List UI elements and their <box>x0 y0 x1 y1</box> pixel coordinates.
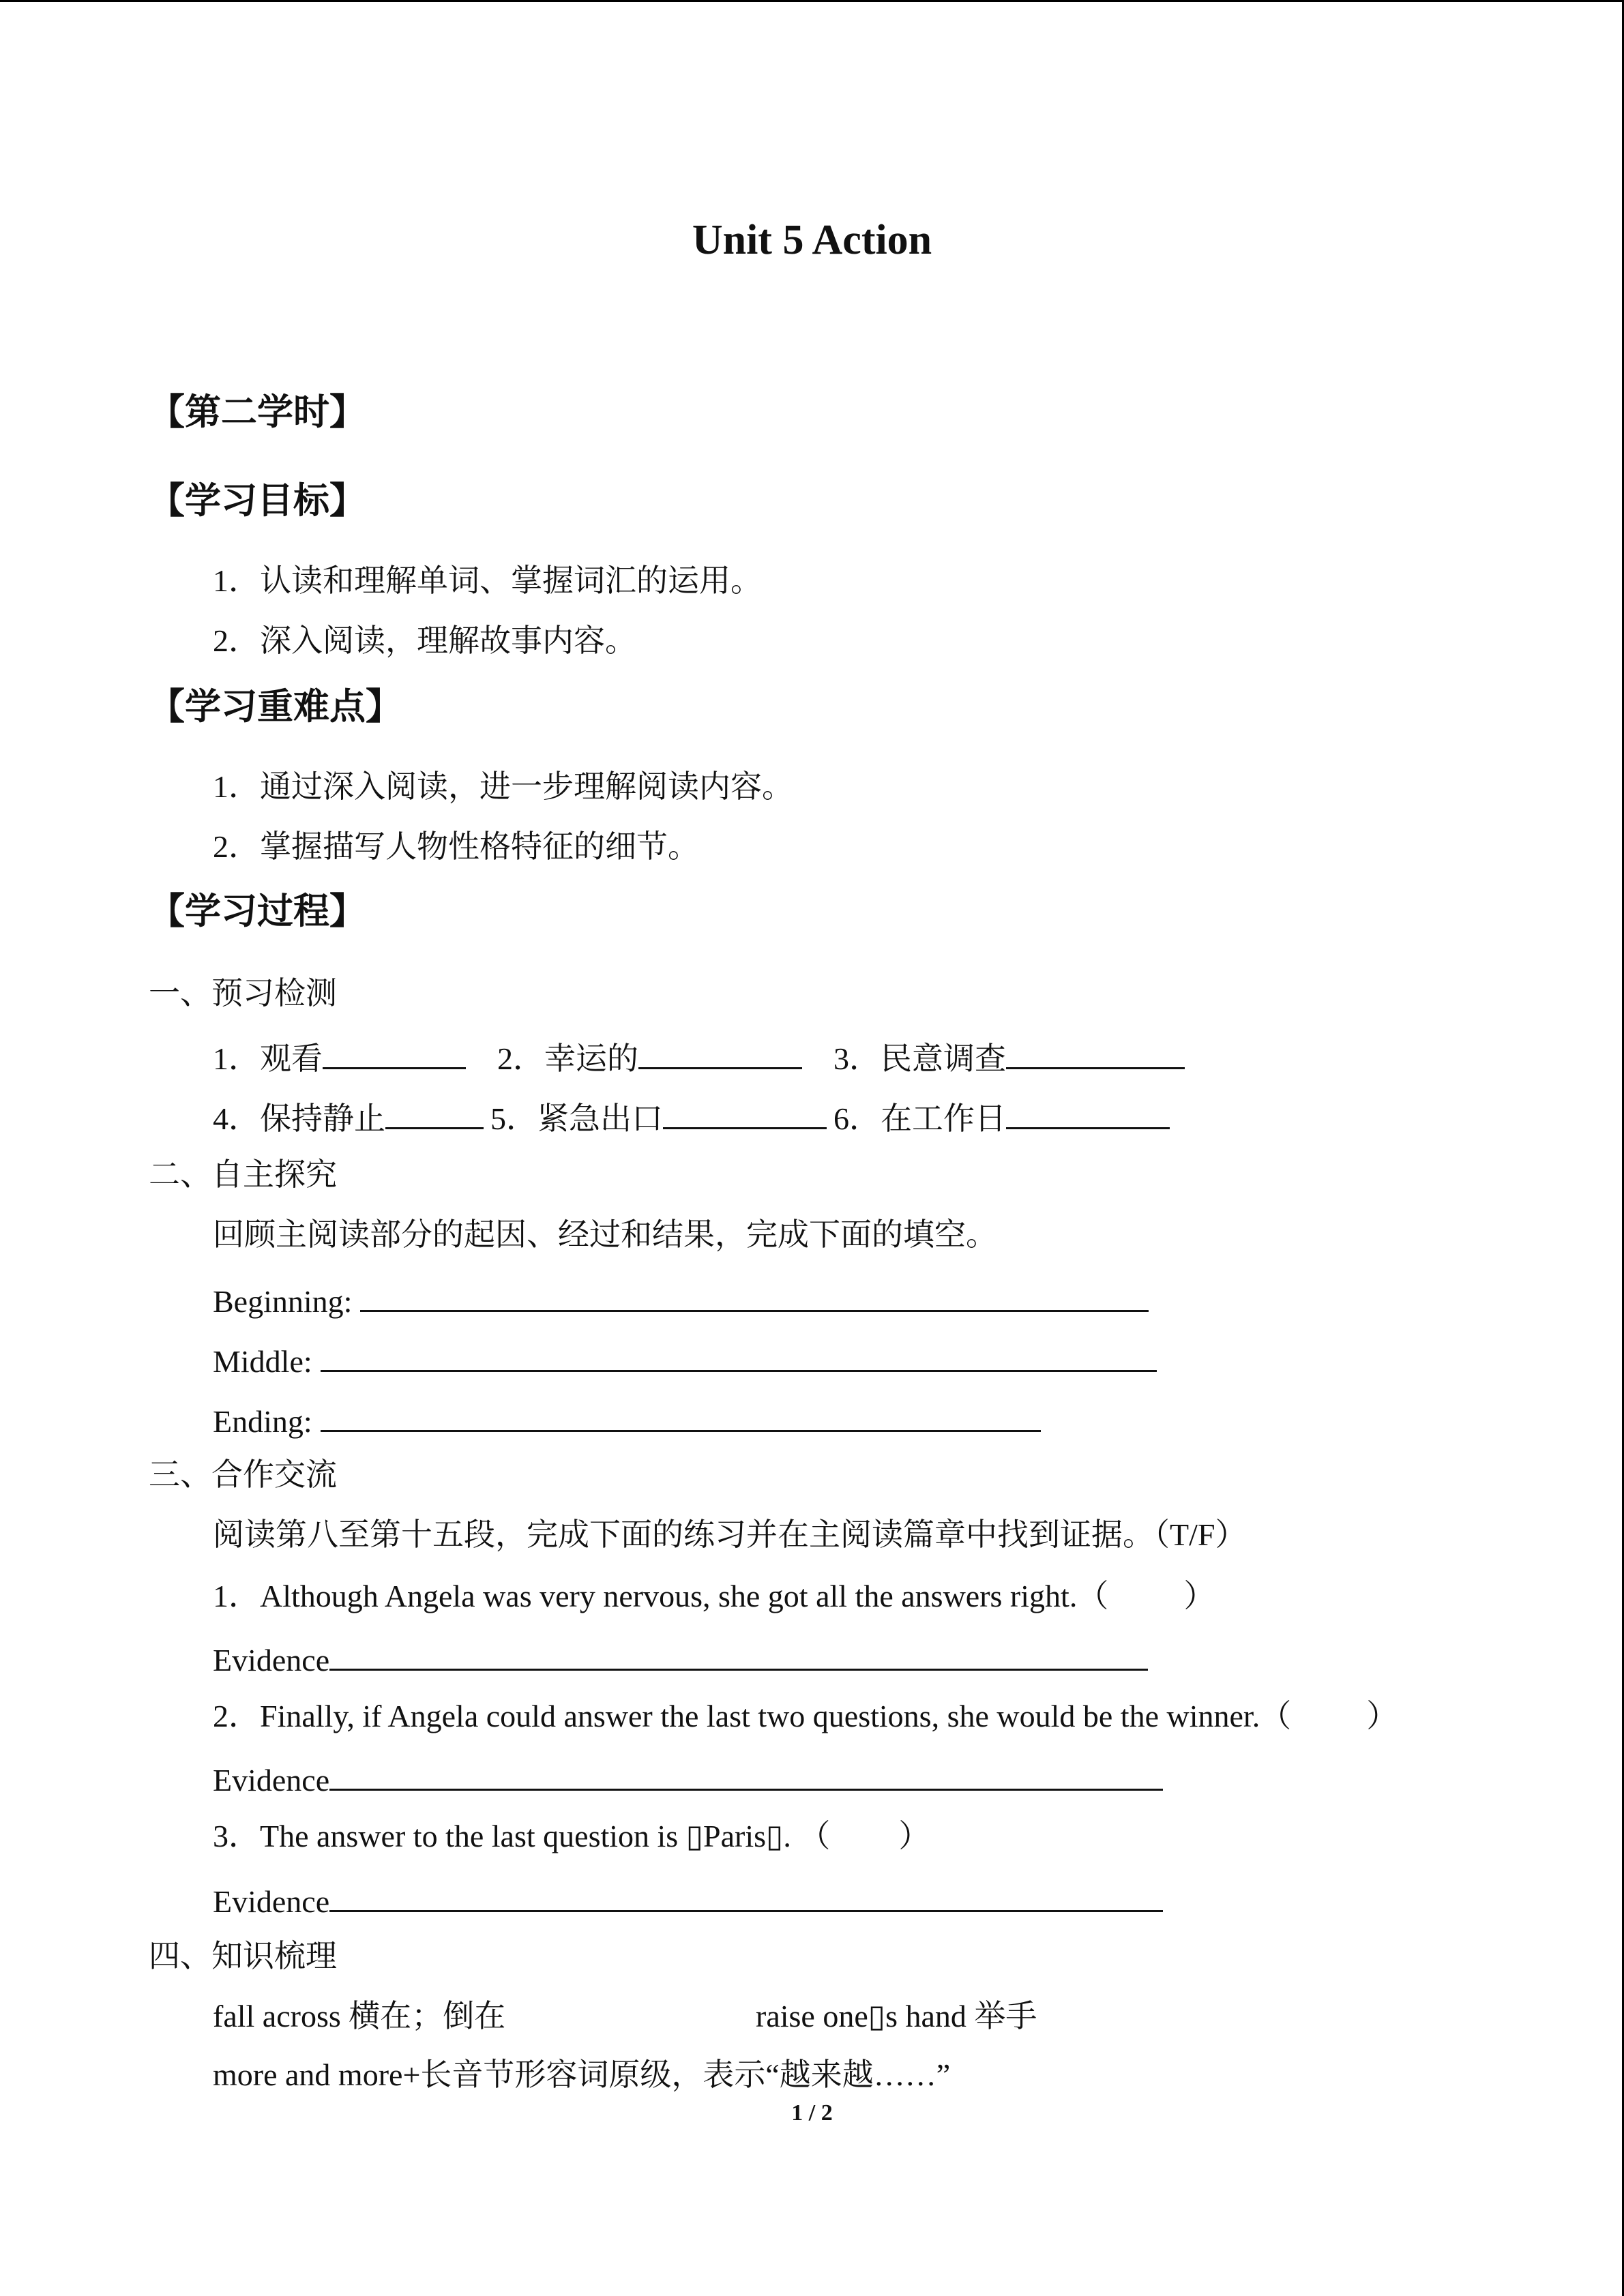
preview-item-3: 3．民意调查 <box>833 1041 1006 1076</box>
section-knowledge: 四、知识梳理 <box>149 1939 337 1973</box>
evidence-label: Evidence <box>213 1763 330 1798</box>
beginning-blank[interactable] <box>360 1277 1149 1312</box>
paren-close: ） <box>898 1819 930 1853</box>
evidence-label: Evidence <box>213 1643 330 1678</box>
preview-row-1 <box>213 1034 1185 1079</box>
knowledge-item-3: more and more+长音节形容词原级，表示“越来越……” <box>213 2057 951 2092</box>
evidence-blank[interactable] <box>329 1756 1163 1791</box>
evidence-label: Evidence <box>213 1884 330 1919</box>
ending-blank[interactable] <box>321 1397 1041 1432</box>
blank-line[interactable] <box>385 1094 484 1129</box>
key-point-2: 2．掌握描写人物性格特征的细节。 <box>213 829 699 864</box>
evidence-row-2 <box>213 1756 1163 1801</box>
evidence-row-3 <box>213 1877 1163 1922</box>
evidence-blank[interactable] <box>329 1877 1163 1912</box>
evidence-row-1 <box>213 1636 1148 1681</box>
page-border-top <box>0 0 1624 2</box>
heading-key-points: 【学习重难点】 <box>149 687 402 727</box>
key-point-1: 1．通过深入阅读，进一步理解阅读内容。 <box>213 769 793 804</box>
paren-close: ） <box>1366 1699 1398 1733</box>
question-3-text: 3．The answer to the last question is ▯Paris▯. （ <box>213 1819 831 1853</box>
blank-line[interactable] <box>323 1034 466 1069</box>
heading-objectives: 【学习目标】 <box>149 481 366 521</box>
section-cooperation: 三、合作交流 <box>149 1457 337 1492</box>
section-preview: 一、预习检测 <box>149 976 337 1011</box>
paren-close: ） <box>1183 1579 1215 1613</box>
middle-row <box>213 1337 1157 1382</box>
blank-line[interactable] <box>663 1094 827 1129</box>
preview-item-2: 2．幸运的 <box>497 1041 638 1076</box>
question-1-text: 1．Although Angela was very nervous, she got all the answers right.（ <box>213 1579 1109 1613</box>
blank-line[interactable] <box>1006 1034 1185 1069</box>
blank-line[interactable] <box>638 1034 802 1069</box>
question-2-text: 2．Finally, if Angela could answer the last two questions, she would be the winner.（ <box>213 1699 1292 1733</box>
heading-period: 【第二学时】 <box>149 393 366 432</box>
ending-row <box>213 1397 1041 1442</box>
beginning-label: Beginning: <box>213 1284 353 1319</box>
knowledge-item-2: raise one▯s hand 举手 <box>756 1999 1037 2033</box>
objective-2: 2．深入阅读，理解故事内容。 <box>213 623 636 658</box>
objective-1: 1．认读和理解单词、掌握词汇的运用。 <box>213 563 762 598</box>
middle-label: Middle: <box>213 1344 312 1379</box>
self-study-instruction: 回顾主阅读部分的起因、经过和结果，完成下面的填空。 <box>213 1217 997 1252</box>
preview-item-6: 6．在工作日 <box>833 1101 1006 1136</box>
question-3 <box>213 1816 930 1857</box>
question-1 <box>213 1576 1215 1617</box>
preview-item-4: 4．保持静止 <box>213 1101 385 1136</box>
preview-row-2 <box>213 1094 1170 1139</box>
ending-label: Ending: <box>213 1404 312 1439</box>
evidence-blank[interactable] <box>329 1636 1148 1671</box>
section-self-study: 二、自主探究 <box>149 1157 337 1192</box>
page-title: Unit 5 Action <box>692 217 932 263</box>
heading-process: 【学习过程】 <box>149 892 366 931</box>
preview-item-1: 1．观看 <box>213 1041 323 1076</box>
preview-item-5: 5．紧急出口 <box>490 1101 663 1136</box>
beginning-row <box>213 1277 1149 1322</box>
cooperation-instruction: 阅读第八至第十五段，完成下面的练习并在主阅读篇章中找到证据。（T/F） <box>213 1517 1247 1552</box>
question-2 <box>213 1696 1398 1737</box>
page-number: 1 / 2 <box>791 2100 833 2126</box>
middle-blank[interactable] <box>321 1337 1157 1372</box>
knowledge-item-1: fall across 横在；倒在 <box>213 1999 506 2033</box>
blank-line[interactable] <box>1006 1094 1170 1129</box>
